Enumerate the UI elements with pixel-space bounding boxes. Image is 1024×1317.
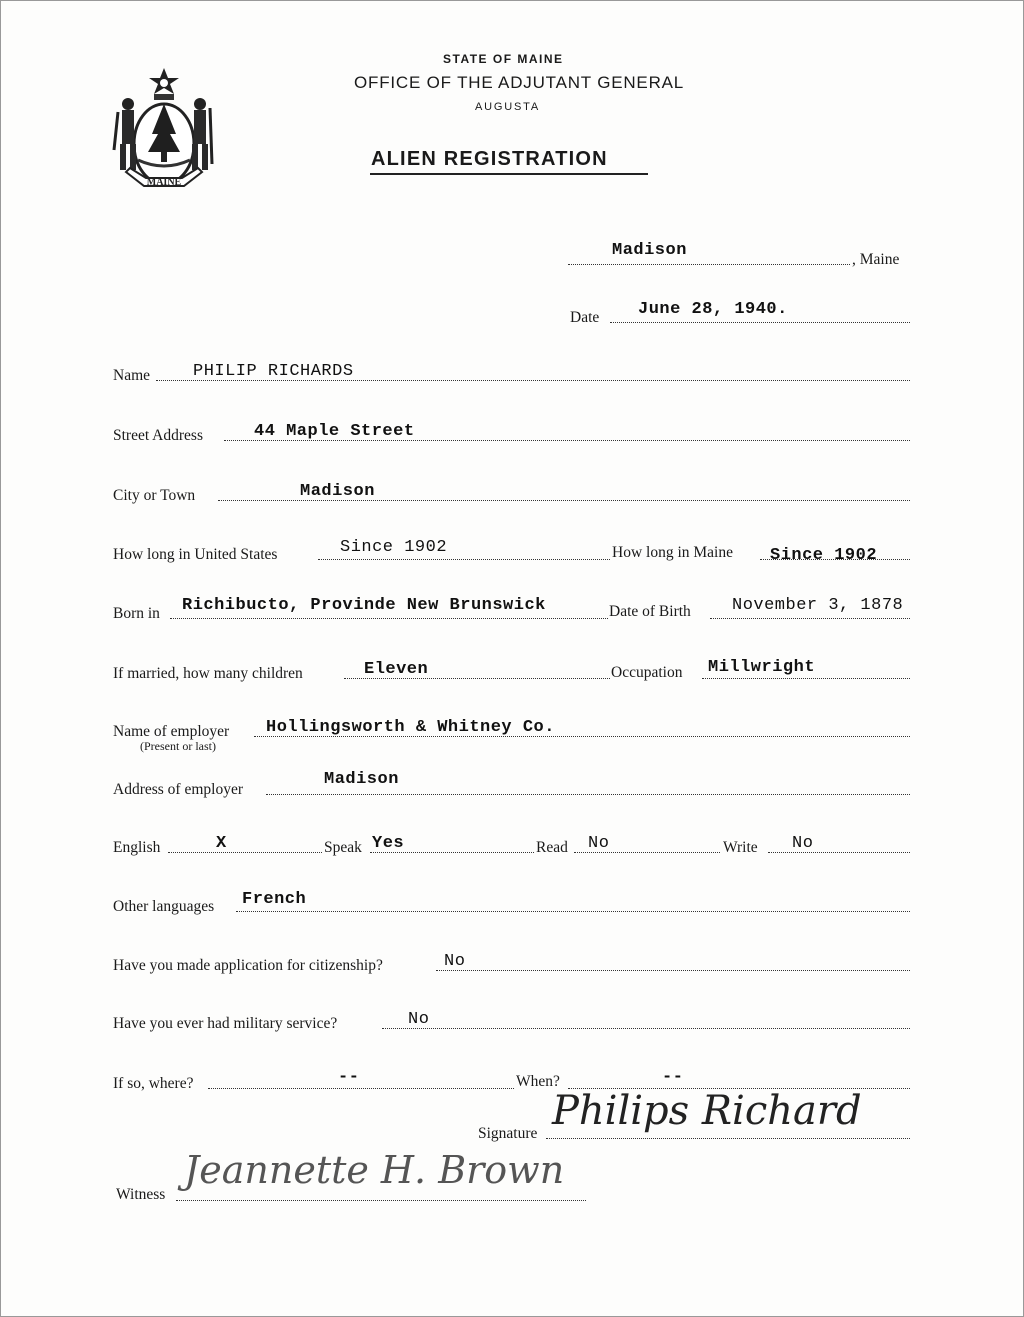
other-languages-label: Other languages	[113, 898, 215, 915]
read-label: Read	[536, 839, 568, 856]
children-value: Eleven	[364, 660, 429, 679]
born-value: Richibucto, Provinde New Brunswick	[182, 596, 546, 615]
dob-label: Date of Birth	[609, 603, 691, 620]
date-dots	[610, 322, 910, 323]
title-underline	[370, 173, 648, 175]
us-duration-label: How long in United States	[113, 546, 278, 563]
other-languages-dots	[236, 911, 910, 912]
employer-address-dots	[266, 794, 910, 795]
when-value: --	[662, 1068, 684, 1087]
date-value: June 28, 1940.	[638, 300, 788, 319]
city-value: Madison	[300, 482, 375, 501]
header-state: STATE OF MAINE	[443, 52, 564, 66]
employer-address-label: Address of employer	[113, 781, 243, 798]
header-office: OFFICE OF THE ADJUTANT GENERAL	[354, 73, 685, 92]
witness-dots	[176, 1200, 586, 1201]
maine-seal-icon	[108, 64, 220, 192]
dob-value: November 3, 1878	[732, 596, 904, 615]
location-dots	[568, 264, 850, 265]
employer-address-value: Madison	[324, 770, 399, 789]
military-value: No	[408, 1010, 430, 1029]
city-label: City or Town	[113, 487, 196, 504]
name-label: Name	[113, 367, 151, 384]
other-languages-value: French	[242, 890, 307, 909]
signature-label: Signature	[478, 1125, 538, 1142]
employer-label: Name of employer	[113, 723, 230, 740]
witness-value: Jeannette H. Brown	[184, 1148, 565, 1192]
header-city: AUGUSTA	[475, 101, 540, 113]
english-label: English	[113, 839, 161, 856]
occupation-value: Millwright	[708, 658, 816, 677]
where-dots	[208, 1088, 514, 1089]
name-value: PHILIP RICHARDS	[193, 362, 354, 381]
english-dots	[168, 852, 322, 853]
page-title: ALIEN REGISTRATION	[371, 148, 608, 170]
citizenship-label: Have you made application for citizenship?	[113, 957, 383, 974]
seal-label: MAINE	[146, 177, 182, 188]
military-dots	[382, 1028, 910, 1029]
street-value: 44 Maple Street	[254, 422, 415, 441]
employer-value: Hollingsworth & Whitney Co.	[266, 718, 555, 737]
location-value: Madison	[612, 241, 687, 260]
born-label: Born in	[113, 605, 160, 622]
signature-value: Philips Richard	[552, 1088, 862, 1134]
write-dots	[768, 852, 910, 853]
maine-duration-label: How long in Maine	[612, 544, 733, 561]
read-value: No	[588, 834, 610, 853]
occupation-label: Occupation	[611, 664, 683, 681]
speak-value: Yes	[372, 834, 405, 853]
signature-dots	[546, 1138, 910, 1139]
english-value: X	[216, 834, 227, 853]
date-label: Date	[570, 309, 600, 326]
citizenship-value: No	[444, 952, 466, 971]
when-label: When?	[516, 1073, 560, 1090]
born-dots	[170, 618, 608, 619]
citizenship-dots	[436, 970, 910, 971]
maine-duration-value: Since 1902	[770, 546, 878, 565]
write-label: Write	[723, 839, 758, 856]
where-value: --	[338, 1068, 360, 1087]
us-duration-dots	[318, 559, 610, 560]
us-duration-value: Since 1902	[340, 538, 448, 557]
speak-label: Speak	[324, 839, 362, 856]
children-label: If married, how many children	[113, 665, 303, 682]
dob-dots	[710, 618, 910, 619]
where-label: If so, where?	[113, 1075, 194, 1092]
occupation-dots	[702, 678, 910, 679]
witness-label: Witness	[116, 1186, 166, 1203]
military-label: Have you ever had military service?	[113, 1015, 338, 1032]
street-label: Street Address	[113, 427, 203, 444]
employer-sublabel: (Present or last)	[140, 739, 216, 753]
write-value: No	[792, 834, 814, 853]
location-suffix: , Maine	[852, 251, 900, 268]
